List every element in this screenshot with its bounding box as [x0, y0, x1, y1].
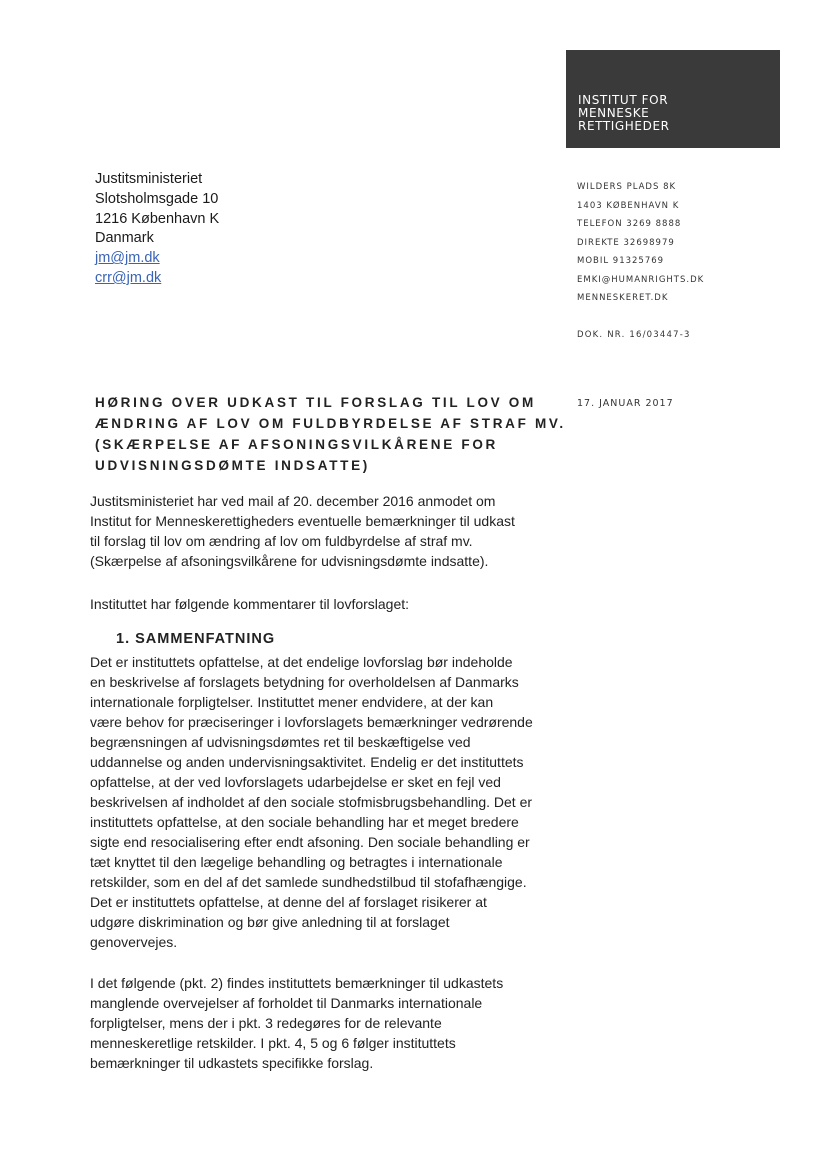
paragraph-line: menneskeretlige retskilder. I pkt. 4, 5 og 6 følger instituttets — [90, 1035, 456, 1051]
recipient-country: Danmark — [95, 230, 154, 247]
recipient-address — [95, 170, 219, 289]
logo-line: MENNESKE — [578, 106, 650, 120]
recipient-street: Slotsholmsgade 10 — [95, 190, 219, 207]
comments-intro — [90, 594, 540, 614]
paragraph-line: tæt knyttet til den lægelige behandling og betragtes i internationale — [90, 854, 503, 870]
sender-city: 1403 KØBENHAVN K — [577, 200, 680, 211]
paragraph-line: Det er instituttets opfattelse, at det endelige lovforslag bør indeholde — [90, 654, 513, 670]
paragraph-line: Instituttet har følgende kommentarer til lovforslaget: — [90, 596, 410, 612]
paragraph-line: (Skærpelse af afsoningsvilkårene for udvisningsdømte indsatte). — [90, 553, 489, 569]
logo-text — [578, 94, 670, 133]
paragraph-line: instituttets opfattelse, at den sociale behandling har et meget bredere — [90, 814, 519, 830]
sender-address: WILDERS PLADS 8K — [577, 182, 677, 192]
sender-contact-block — [577, 178, 704, 308]
heading-line: (SKÆRPELSE AF AFSONINGSVILKÅRENE FOR — [95, 437, 498, 452]
sender-phone: TELEFON 3269 8888 — [577, 219, 682, 229]
logo-line: INSTITUT FOR — [578, 93, 669, 107]
paragraph-line: internationale forpligtelser. Instituttet mener endvidere, at der kan — [90, 694, 494, 710]
recipient-email-link[interactable]: crr@jm.dk — [95, 269, 162, 286]
paragraph-line: Institut for Menneskerettigheders eventuelle bemærkninger til udkast — [90, 513, 515, 529]
recipient-city: 1216 København K — [95, 210, 220, 227]
document-number: DOK. NR. 16/03447-3 — [577, 330, 691, 340]
heading-line: UDVISNINGSDØMTE INDSATTE) — [95, 458, 371, 473]
sender-mobile: MOBIL 91325769 — [577, 256, 665, 266]
sender-website: MENNESKERET.DK — [577, 293, 669, 303]
paragraph-line: genovervejes. — [90, 934, 178, 950]
heading-line: ÆNDRING AF LOV OM FULDBYRDELSE AF STRAF MV. — [95, 416, 566, 431]
document-date: 17. JANUAR 2017 — [577, 398, 674, 409]
intro-paragraph — [90, 491, 540, 571]
institute-logo — [566, 50, 780, 148]
paragraph-line: bemærkninger til udkastets specifikke forslag. — [90, 1055, 374, 1071]
paragraph-line: uddannelse og anden undervisningsaktivitet. Endelig er det instituttets — [90, 754, 524, 770]
paragraph-line: forpligtelser, mens der i pkt. 3 redegøres for de relevante — [90, 1015, 442, 1031]
paragraph-line: Justitsministeriet har ved mail af 20. december 2016 anmodet om — [90, 493, 496, 509]
paragraph-line: manglende overvejelser af forholdet til Danmarks internationale — [90, 995, 483, 1011]
paragraph-line: I det følgende (pkt. 2) findes instituttets bemærkninger til udkastets — [90, 975, 504, 991]
paragraph-line: beskrivelsen af indholdet af den sociale stofmisbrugsbehandling. Det er — [90, 794, 533, 810]
section-title-summary: 1. SAMMENFATNING — [116, 631, 276, 647]
paragraph-line: sigte end resocialisering efter endt afsoning. Den sociale behandling er — [90, 834, 530, 850]
paragraph-line: Det er instituttets opfattelse, at denne del af forslaget risikerer at — [90, 894, 487, 910]
paragraph-line: retskilder, som en del af det samlede sundhedstilbud til stofafhængige. — [90, 874, 527, 890]
paragraph-line: en beskrivelse af forslagets betydning for overholdelsen af Danmarks — [90, 674, 519, 690]
logo-line: RETTIGHEDER — [578, 119, 670, 133]
paragraph-line: opfattelse, at der ved lovforslagets udarbejdelse er sket en fejl ved — [90, 774, 501, 790]
document-heading — [95, 392, 565, 476]
paragraph-line: være behov for præciseringer i lovforslagets bemærkninger vedrørende — [90, 714, 533, 730]
recipient-name: Justitsministeriet — [95, 171, 203, 187]
paragraph-line: udgøre diskrimination og bør give anledning til at forslaget — [90, 914, 450, 930]
heading-line: HØRING OVER UDKAST TIL FORSLAG TIL LOV OM — [95, 395, 536, 410]
closing-paragraph — [90, 973, 540, 1073]
recipient-email-link[interactable]: jm@jm.dk — [95, 250, 160, 267]
sender-direct-phone: DIREKTE 32698979 — [577, 237, 675, 248]
summary-paragraph — [90, 652, 540, 952]
paragraph-line: begrænsningen af udvisningsdømtes ret til beskæftigelse ved — [90, 734, 471, 750]
paragraph-line: til forslag til lov om ændring af lov om fuldbyrdelse af straf mv. — [90, 533, 473, 549]
sender-email: EMKI@HUMANRIGHTS.DK — [577, 274, 705, 285]
